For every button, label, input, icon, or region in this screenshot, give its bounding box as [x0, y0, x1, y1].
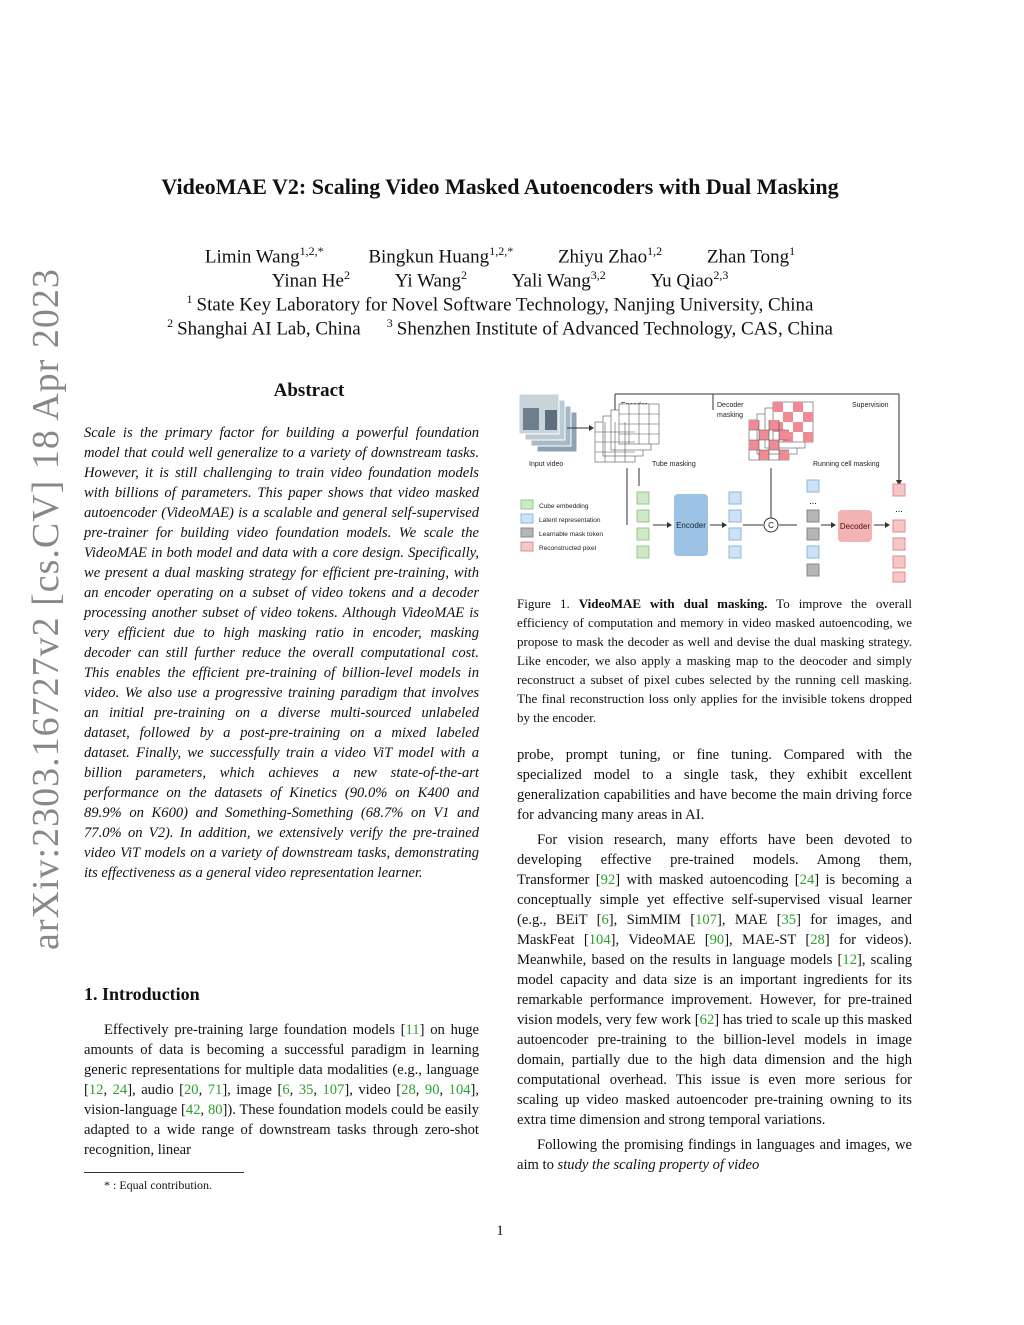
tube-masking-grids [595, 404, 659, 462]
footnote: * : Equal contribution. [104, 1178, 212, 1192]
decoder-masking-label-2: masking [717, 412, 744, 419]
input-video-frames [519, 394, 577, 452]
citation-link[interactable]: 6 [282, 1082, 290, 1098]
running-cell-masking-grids [749, 402, 813, 460]
legend-latent-representation: Latent representation [539, 517, 601, 524]
arxiv-identifier: arXiv:2303.16727v2 [cs.CV] 18 Apr 2023 [25, 268, 67, 950]
abstract-heading: Abstract [273, 380, 345, 401]
legend-cube-embedding: Cube embedding [539, 503, 589, 510]
author: Yali Wang$^{3,2}$ [511, 268, 606, 292]
intro-paragraph-1: Effectively pre-training large foundation models [11] on huge amounts of data is becoming a successful paradigm in learning generic representations for multiple data modalities (e.g., language [12, 24], audio [20, 71], image [6, 35, 107], video [28, 90, 104], vision-language [42, 80]). These foundation models could be easily adapted to a wide range of downstream tasks through zero-shot recognition, linear [84, 1022, 480, 1158]
author: Zhan Tong$^1$ [706, 244, 796, 268]
author: Limin Wang$^{1,2,*}$ [204, 244, 324, 268]
dual-masking-diagram [517, 380, 917, 585]
intro-paragraph-3: Following the promising findings in languages and images, we aim to study the scaling property of video [517, 1137, 912, 1173]
citation-link[interactable]: 28 [810, 932, 825, 948]
footnote-rule [84, 1172, 244, 1173]
introduction-left-column [84, 1020, 479, 1160]
citation-link[interactable]: 90 [424, 1082, 440, 1098]
author: Bingkun Huang$^{1,2,*}$ [368, 244, 514, 268]
paper-title: VideoMAE V2: Scaling Video Masked Autoencoders with Dual Masking [161, 174, 839, 199]
introduction-heading: 1. Introduction [84, 984, 200, 1004]
decoder-label: Decoder [839, 522, 871, 531]
citation-link[interactable]: 24 [112, 1082, 128, 1098]
decoder-input-tokens [807, 480, 819, 576]
author: Zhiyu Zhao$^{1,2}$ [557, 244, 663, 268]
citation-link[interactable]: 42 [185, 1102, 201, 1118]
cube-embeddings [637, 492, 649, 558]
legend [521, 500, 603, 552]
affiliation-2-3: $^2$ Shanghai AI Lab, China $^3$ Shenzhen Institute of Advanced Technology, CAS, China [167, 316, 833, 340]
author: Yu Qiao$^{2,3}$ [650, 268, 729, 292]
input-video-label: Input video [529, 461, 564, 468]
abstract-body [84, 423, 479, 883]
citation-link[interactable]: 62 [699, 1012, 715, 1028]
citation-link[interactable]: 28 [401, 1082, 416, 1098]
legend-learnable-mask-token: Learnable mask token [539, 531, 603, 538]
affiliation-1: $^1$ State Key Laboratory for Novel Software Technology, Nanjing University, China [186, 292, 814, 316]
page-number: 1 [496, 1223, 504, 1239]
citation-link[interactable]: 71 [207, 1082, 223, 1098]
figure-1-caption [517, 594, 912, 727]
citation-link[interactable]: 107 [322, 1082, 345, 1098]
citation-link[interactable]: 35 [298, 1082, 314, 1098]
citation-link[interactable]: 12 [88, 1082, 104, 1098]
citation-link[interactable]: 6 [601, 912, 609, 928]
ellipsis: ... [809, 496, 817, 506]
latent-representations [729, 492, 741, 558]
introduction-right-column [517, 745, 912, 1175]
citation-link[interactable]: 11 [405, 1022, 420, 1038]
citation-link[interactable]: 12 [842, 952, 857, 968]
decoder-masking-label-1: Decoder [717, 402, 744, 409]
author: Yinan He$^2$ [271, 268, 350, 292]
ellipsis: ... [895, 504, 903, 514]
tube-masking-label: Tube masking [652, 461, 696, 468]
citation-link[interactable]: 104 [448, 1082, 471, 1098]
legend-reconstructed-pixel: Reconstructed pixel [539, 545, 597, 552]
caption-text: To improve the overall efficiency of computation and memory in video masked autoencoding, we propose to mask the decoder as well and devise the dual masking strategy. Like encoder, we also apply a masking map to the deocoder and simply reconstruct a subset of pixel cubes selected by the running cell masking. The final reconstruction loss only applies for the invisible tokens dropped by the encoder. [517, 596, 912, 725]
concat-label: C [768, 521, 774, 530]
intro-paragraph-continued: probe, prompt tuning, or fine tuning. Compared with the specialized model to a single task, they exhibit excellent generalization capabilities and have become the main driving force for advancing many areas in AI. [517, 747, 912, 823]
caption-label: Figure 1. [517, 596, 570, 611]
intro-paragraph-2: For vision research, many efforts have been devoted to developing effective pre-trained models. Among them, Transformer [92] with masked autoencoding [24] is becoming a conceptually simple yet effective self-supervised visual learner (e.g., BEiT [6], SimMIM [107], MAE [35] for images, and MaskFeat [104], VideoMAE [90], MAE-ST [28] for videos). Meanwhile, based on the results in language models [12], scaling model capacity and data size is an important ingredients for its remarkable performance improvement. However, for pre-trained vision models, very few work [62] has tried to scale up this masked autoencoder pre-training to the billion-level models in image domain, partially due to the high data dimension and the high computational overhead. This issue is even more serious for scaling up video masked autoencoder pre-training owning to its extra time dimension and strong temporal variations. [517, 832, 913, 1128]
caption-bold: VideoMAE with dual masking. [578, 596, 768, 611]
citation-link[interactable]: 80 [207, 1102, 223, 1118]
running-cell-masking-label: Running cell masking [813, 461, 880, 468]
abstract-text: Scale is the primary factor for building a powerful foundation model that could well generalize to a variety of downstream tasks. However, it is still challenging to train video foundation models with billions of parameters. This paper shows that video masked autoencoder (VideoMAE) is a scalable and general self-supervised pre-trainer for building video foundation models. We scale the VideoMAE in both model and data with a core design. Specifically, we present a dual masking strategy for efficient pre-training, with an encoder operating on a subset of video tokens and a decoder processing another subset of video tokens. Although VideoMAE is very efficient due to high masking ratio in encoder, masking decoder can still further reduce the overall computational cost. This enables the efficient pre-training of billion-level models in video. We also use a progressive training paradigm that involves an initial pre-training on a diverse multi-sourced unlabeled dataset, followed by a post-pre-training on a mixed labeled dataset. Finally, we successfully train a video ViT model with a billion parameters, which achieves a new state-of-the-art performance on the datasets of Kinetics (90.0% on K400 and 89.9% on K600) and Something-Something (68.7% on V1 and 77.0% on V2). In addition, we extensively verify the pre-trained video ViT models on a variety of downstream tasks, demonstrating its effectiveness as a general video representation learner. [84, 425, 479, 881]
encoder-label: Encoder [676, 521, 706, 530]
citation-link[interactable]: 90 [709, 932, 725, 948]
citation-link[interactable]: 104 [588, 932, 611, 948]
citation-link[interactable]: 24 [799, 872, 815, 888]
figure-1-diagram [517, 380, 917, 585]
citation-link[interactable]: 107 [695, 912, 718, 928]
author: Yi Wang$^2$ [394, 268, 467, 292]
citation-link[interactable]: 92 [600, 872, 616, 888]
citation-link[interactable]: 35 [781, 912, 797, 928]
reconstructed-pixels [893, 484, 905, 582]
supervision-label: Supervision [852, 402, 889, 409]
citation-link[interactable]: 20 [183, 1082, 199, 1098]
